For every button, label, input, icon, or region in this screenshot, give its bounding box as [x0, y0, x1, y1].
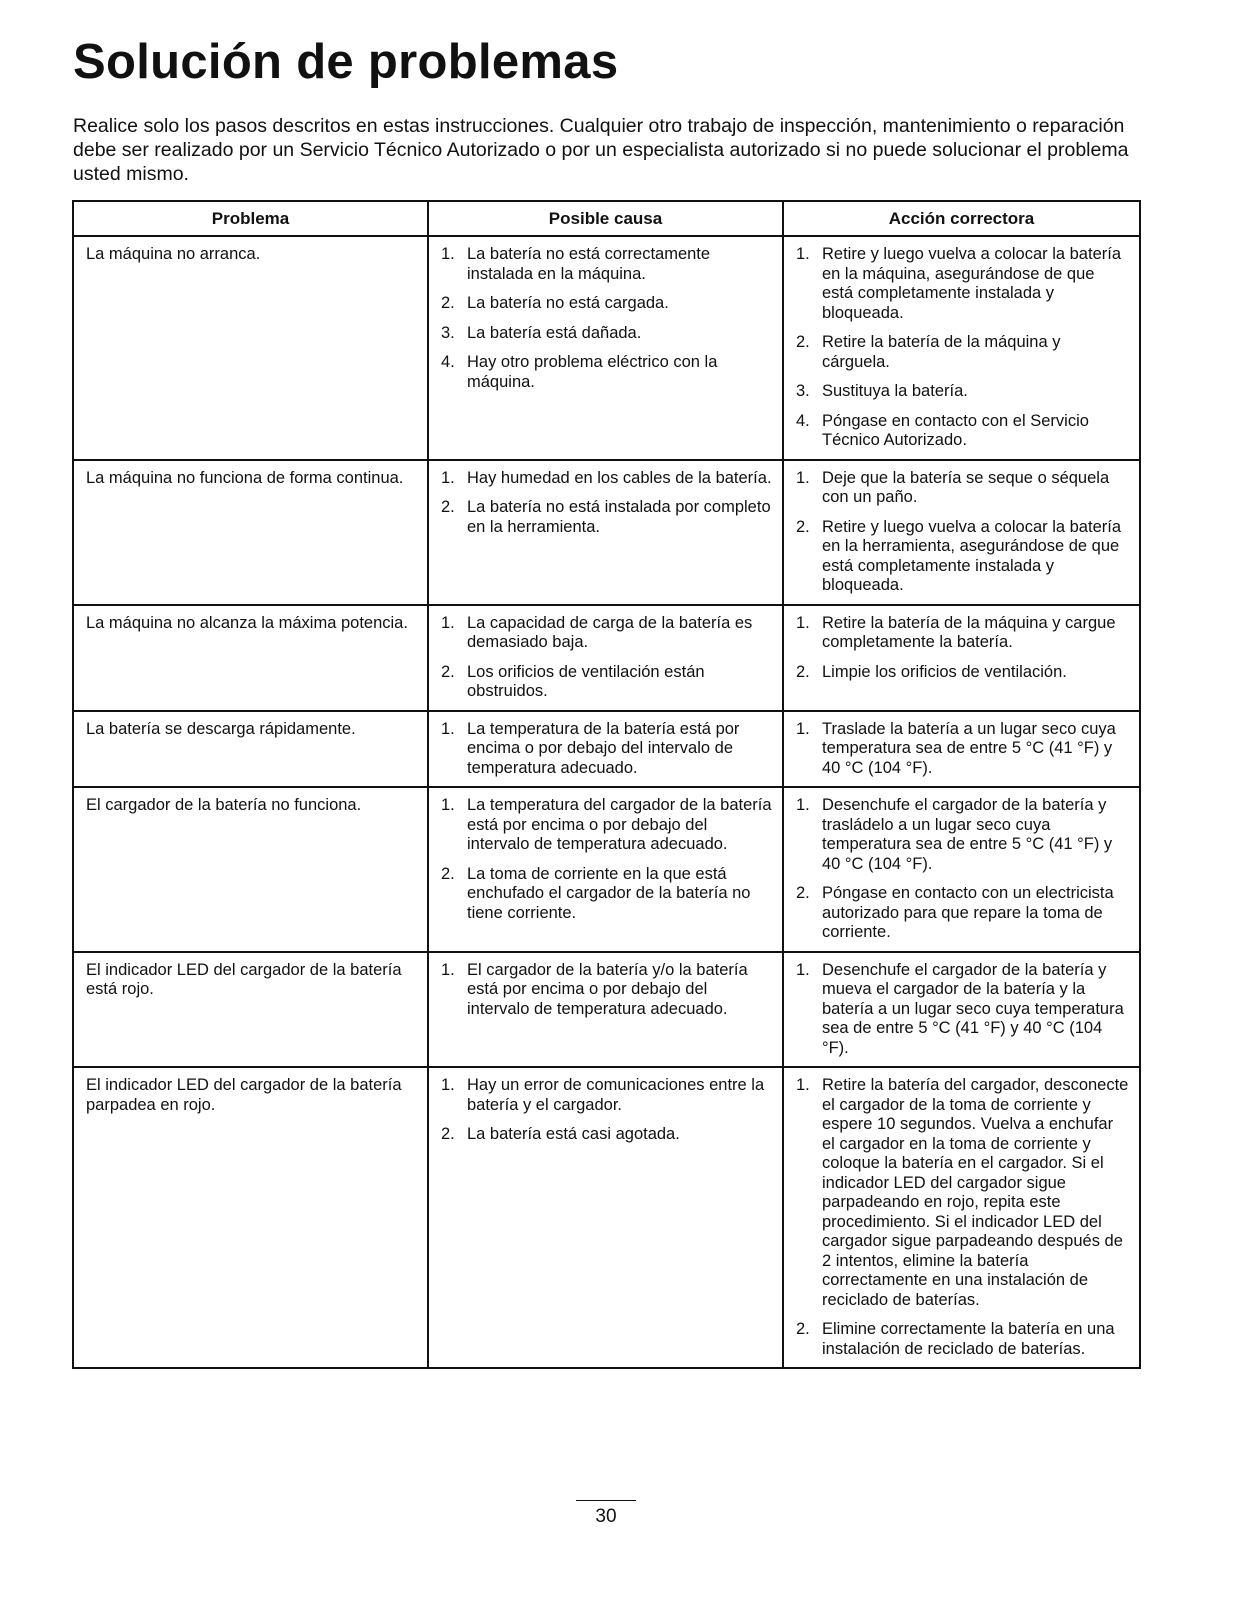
header-row [73, 201, 1140, 236]
item-number: 2. [441, 294, 455, 312]
item-text: Póngase en contacto con un electricista autorizado para que repare la toma de corriente. [822, 884, 1114, 941]
item-number: 2. [441, 864, 455, 883]
action-item [796, 961, 1129, 1059]
action-cell [783, 787, 1140, 952]
item-number: 2. [796, 1320, 810, 1338]
item-number: 1. [796, 468, 810, 487]
cause-item [441, 469, 772, 489]
item-text: La batería está dañada. [467, 323, 642, 342]
item-number: 2. [441, 662, 455, 681]
item-text: La batería está casi agotada. [467, 1125, 680, 1143]
cause-item [441, 294, 772, 314]
cause-item [441, 353, 772, 392]
item-text: La batería no está instalada por completo en la herramienta. [467, 498, 771, 536]
item-number: 1. [441, 613, 455, 632]
item-text: Elimine correctamente la batería en una instalación de reciclado de baterías. [822, 1320, 1115, 1358]
header-action: Acción correctora [783, 201, 1140, 236]
cause-item [441, 1076, 772, 1115]
header-problem: Problema [73, 201, 428, 236]
cause-cell [428, 460, 783, 605]
item-text: La batería no está cargada. [467, 294, 669, 312]
table-row [73, 236, 1140, 460]
item-text: La capacidad de carga de la batería es demasiado baja. [467, 613, 753, 651]
cause-item [441, 324, 772, 344]
action-item [796, 518, 1129, 596]
action-item [796, 1320, 1129, 1359]
item-text: Los orificios de ventilación están obstruidos. [467, 662, 705, 700]
cause-cell [428, 952, 783, 1068]
action-item [796, 245, 1129, 323]
item-text: Desenchufe el cargador de la batería y trasládelo a un lugar seco cuya temperatura sea de entre 5 °C (41 °F) y 40 °C (104 °F). [822, 796, 1113, 873]
cause-item [441, 663, 772, 702]
table-header [73, 201, 1140, 236]
problem-cell: La máquina no funciona de forma continua. [73, 460, 428, 605]
item-text: La toma de corriente en la que está enchufado el cargador de la batería no tiene corriente. [467, 864, 751, 922]
cause-item [441, 865, 772, 924]
action-cell [783, 952, 1140, 1068]
action-item [796, 796, 1129, 874]
item-text: Retire la batería del cargador, desconecte el cargador de la toma de corriente y espere 10 segundos. Vuelva a enchufar el cargador en la toma de corriente y coloque la batería en el cargador. Si el indicador LED del cargador sigue parpadeando en rojo, repita este procedimiento. Si el indicador LED del cargador sigue parpadeando después de 2 intentos, elimine la batería correctamente en una instalación de reciclado de baterías. [822, 1076, 1129, 1309]
item-text: Hay otro problema eléctrico con la máquina. [467, 353, 718, 391]
cause-cell [428, 1067, 783, 1368]
item-text: Limpie los orificios de ventilación. [822, 662, 1067, 681]
intro-paragraph: Realice solo los pasos descritos en estas instrucciones. Cualquier otro trabajo de inspección, mantenimiento o reparación debe ser realizado por un Servicio Técnico Autorizado o por un especialista autorizado si no puede solucionar el problema usted mismo. [73, 115, 1129, 185]
table-body [73, 236, 1140, 1368]
item-number: 4. [796, 411, 810, 430]
cause-cell [428, 605, 783, 711]
item-text: El cargador de la batería y/o la batería está por encima o por debajo del intervalo de temperatura adecuado. [467, 960, 748, 1018]
action-cell [783, 711, 1140, 788]
item-text: Retire la batería de la máquina y cárguela. [822, 333, 1061, 371]
item-text: Deje que la batería se seque o séquela con un paño. [822, 468, 1110, 506]
item-text: Traslade la batería a un lugar seco cuya temperatura sea de entre 5 °C (41 °F) y 40 °C (104 °F). [822, 719, 1116, 777]
item-number: 1. [441, 468, 455, 487]
item-text: Sustituya la batería. [822, 382, 968, 400]
footer-rule [576, 1500, 636, 1501]
action-item [796, 1076, 1129, 1310]
action-item [796, 663, 1129, 683]
table-row [73, 605, 1140, 711]
item-number: 1. [441, 1076, 455, 1094]
item-number: 2. [796, 517, 810, 536]
item-number: 1. [441, 796, 455, 814]
item-number: 1. [796, 796, 810, 814]
problem-cell: El indicador LED del cargador de la batería está rojo. [73, 952, 428, 1068]
item-text: Póngase en contacto con el Servicio Técnico Autorizado. [822, 411, 1089, 449]
cause-item [441, 245, 772, 284]
table-row [73, 952, 1140, 1068]
item-text: Desenchufe el cargador de la batería y mueva el cargador de la batería y la batería a un lugar seco cuya temperatura sea de entre 5 °C (41 °F) y 40 °C (104 °F). [822, 960, 1124, 1057]
action-item [796, 412, 1129, 451]
item-number: 1. [441, 245, 455, 263]
action-cell [783, 236, 1140, 460]
item-number: 1. [441, 719, 455, 738]
item-text: Retire la batería de la máquina y cargue completamente la batería. [822, 613, 1116, 651]
action-item [796, 382, 1129, 402]
table-row [73, 787, 1140, 952]
item-text: Retire y luego vuelva a colocar la batería en la herramienta, asegurándose de que está completamente instalada y bloqueada. [822, 517, 1121, 594]
cause-cell [428, 711, 783, 788]
item-text: La temperatura del cargador de la batería está por encima o por debajo del intervalo de temperatura adecuado. [467, 796, 772, 853]
header-cause: Posible causa [428, 201, 783, 236]
table-row [73, 460, 1140, 605]
cause-item [441, 498, 772, 537]
cause-cell [428, 787, 783, 952]
item-number: 3. [441, 323, 455, 342]
item-text: Hay humedad en los cables de la batería. [467, 468, 772, 487]
action-cell [783, 605, 1140, 711]
item-number: 2. [796, 884, 810, 902]
item-number: 2. [441, 1125, 455, 1143]
cause-item [441, 614, 772, 653]
item-number: 4. [441, 353, 455, 371]
action-item [796, 720, 1129, 779]
cause-item [441, 1125, 772, 1145]
cause-item [441, 720, 772, 779]
problem-cell: El cargador de la batería no funciona. [73, 787, 428, 952]
item-number: 2. [796, 333, 810, 351]
action-cell [783, 1067, 1140, 1368]
cause-item [441, 796, 772, 855]
item-number: 3. [796, 382, 810, 400]
item-number: 1. [441, 960, 455, 979]
cause-cell [428, 236, 783, 460]
item-number: 1. [796, 719, 810, 738]
item-number: 2. [441, 498, 455, 516]
action-item [796, 884, 1129, 943]
item-text: La batería no está correctamente instalada en la máquina. [467, 245, 711, 283]
item-number: 1. [796, 1076, 810, 1094]
item-number: 2. [796, 662, 810, 681]
item-text: La temperatura de la batería está por encima o por debajo del intervalo de temperatura adecuado. [467, 719, 740, 777]
table-row [73, 711, 1140, 788]
problem-cell: La máquina no alcanza la máxima potencia. [73, 605, 428, 711]
action-item [796, 469, 1129, 508]
cause-item [441, 961, 772, 1020]
item-text: Hay un error de comunicaciones entre la batería y el cargador. [467, 1076, 765, 1114]
action-item [796, 333, 1129, 372]
item-number: 1. [796, 245, 810, 263]
troubleshooting-table [72, 200, 1141, 1369]
table-row [73, 1067, 1140, 1368]
item-text: Retire y luego vuelva a colocar la batería en la máquina, asegurándose de que está completamente instalada y bloqueada. [822, 245, 1121, 322]
action-item [796, 614, 1129, 653]
item-number: 1. [796, 960, 810, 979]
problem-cell: El indicador LED del cargador de la batería parpadea en rojo. [73, 1067, 428, 1368]
page-title: Solución de problemas [73, 35, 619, 89]
item-number: 1. [796, 613, 810, 632]
page-number: 30 [595, 1506, 617, 1527]
problem-cell: La máquina no arranca. [73, 236, 428, 460]
problem-cell: La batería se descarga rápidamente. [73, 711, 428, 788]
action-cell [783, 460, 1140, 605]
